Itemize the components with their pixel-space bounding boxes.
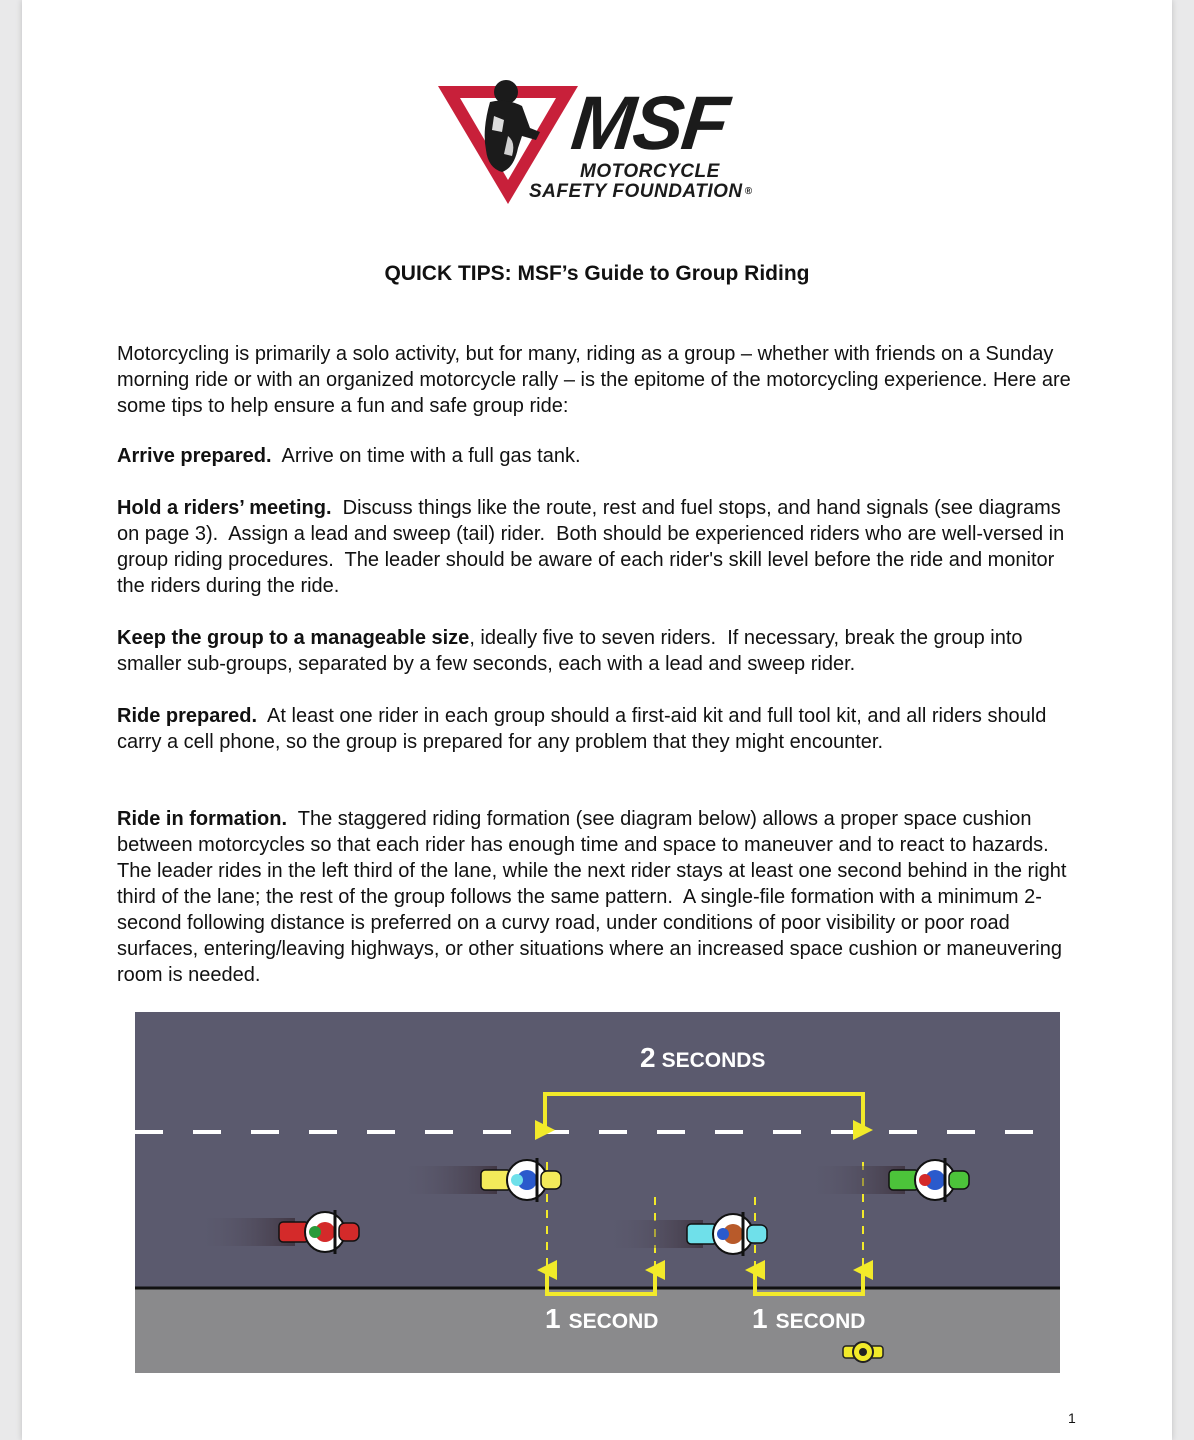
- document-page: [22, 0, 1172, 1440]
- tip-heading: Ride prepared.: [117, 705, 258, 727]
- tip-text: , ideally five to seven riders. If necessary, break the group into smaller sub-groups, separated by a few seconds, each with a lead and sweep rider.: [117, 627, 1029, 675]
- tip-text: Discuss things like the route, rest and fuel stops, and hand signals (see diagrams on page 3). Assign a lead and sweep (tail) rider. Both should be experienced riders who are well-versed in group riding procedures. The leader should be aware of each rider's skill level before the ride and monitor the riders during the ride.: [117, 497, 1070, 597]
- msf-logo: [432, 76, 812, 216]
- logo-abbreviation: MSF: [567, 81, 731, 166]
- logo-line-motorcycle: MOTORCYCLE: [580, 161, 720, 182]
- road: [135, 1012, 1060, 1288]
- intro-text: Motorcycling is primarily a solo activity, but for many, riding as a group – whether with friends on a Sunday morning ride or with an organized motorcycle rally – is the epitome of the motorcycling experience. Here are some tips to help ensure a fun and safe group ride:: [117, 343, 1071, 417]
- tip-heading: Arrive prepared.: [117, 445, 272, 467]
- logo-line2-text: SAFETY FOUNDATION: [529, 181, 743, 202]
- tip-riders-meeting: [117, 495, 1087, 599]
- tip-text: The staggered riding formation (see diagram below) allows a proper space cushion between motorcycles so that each rider has enough time and space to maneuver and to react to hazards. The leader rides in the left third of the lane, while the next rider stays at least one second behind in the right third of the lane; the rest of the group follows the same pattern. A single-file formation with a minimum 2-second following distance is preferred on a curvy road, under conditions of poor visibility or poor road surfaces, entering/leaving highways, or other situations where an increased space cushion or maneuvering room is needed.: [117, 808, 1073, 986]
- tip-ride-prepared: [117, 703, 1087, 755]
- two-seconds-word: SECONDS: [661, 1049, 766, 1072]
- tip-text: At least one rider in each group should a first-aid kit and full tool kit, and all riders should carry a cell phone, so the group is prepared for any problem that they might encounter.: [117, 705, 1052, 753]
- staggered-formation-diagram: [135, 1012, 1060, 1373]
- one-second-b-word: SECOND: [775, 1310, 866, 1333]
- one-second-a-number: 1: [545, 1303, 561, 1334]
- tip-heading: Keep the group to a manageable size: [117, 627, 470, 649]
- page-number: 1: [1068, 1410, 1076, 1426]
- tip-group-size: [117, 625, 1087, 677]
- one-second-a-word: SECOND: [568, 1310, 659, 1333]
- tip-heading: Hold a riders’ meeting.: [117, 497, 332, 519]
- tip-arrive-prepared: [117, 443, 1087, 469]
- two-seconds-number: 2: [640, 1042, 656, 1073]
- document-title: QUICK TIPS: MSF’s Guide to Group Riding: [384, 262, 810, 285]
- tip-text: Arrive on time with a full gas tank.: [271, 445, 581, 467]
- logo-line-safety-foundation: [529, 182, 753, 202]
- registered-mark: ®: [744, 186, 753, 197]
- intro-paragraph: [117, 341, 1087, 419]
- tip-ride-in-formation: [117, 806, 1087, 988]
- one-second-b-number: 1: [752, 1303, 768, 1334]
- tip-heading: Ride in formation.: [117, 808, 287, 830]
